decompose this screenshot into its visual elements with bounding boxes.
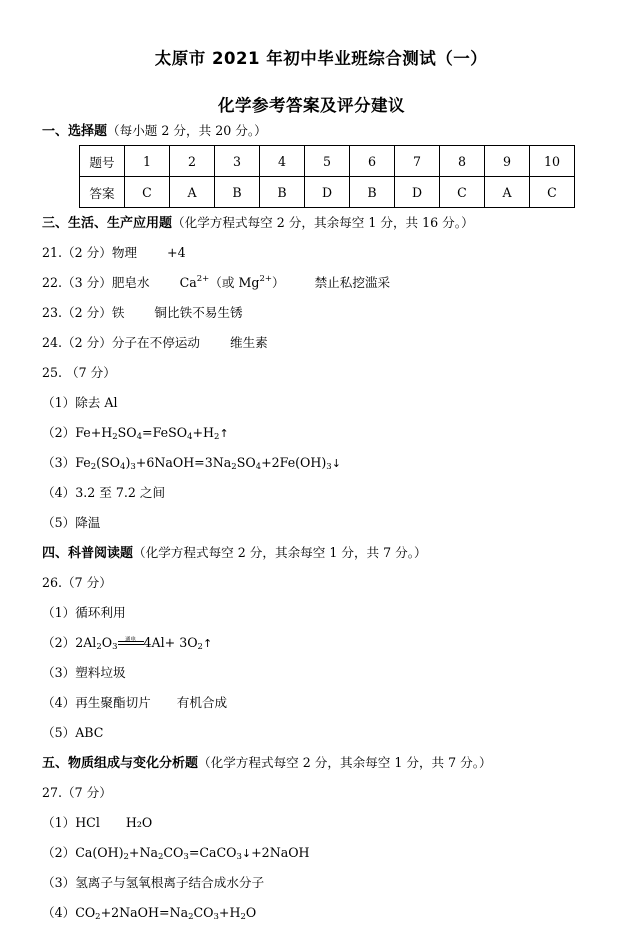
q27-label: 27.（7 分） [42, 785, 112, 800]
up-arrow-icon: ↑ [202, 637, 213, 650]
q27-part1: （1）HCl [42, 815, 100, 830]
q21-answer: +4 [167, 245, 186, 260]
table-cell-label: 答案 [80, 177, 125, 208]
table-cell-answer: D [305, 177, 350, 208]
q27-part4-equation: $(4)CO_2+2NaOH=Na_2CO_3+H_2O$ [42, 905, 257, 922]
q26-part2-prefix: （2） [42, 635, 76, 650]
table-cell-number: 9 [485, 146, 530, 177]
q25-part5: （5）降温 [42, 515, 101, 530]
q26-part1: （1）循环利用 [42, 605, 126, 620]
table-cell-number: 7 [395, 146, 440, 177]
section4-header [42, 545, 427, 562]
answer-line-q24 [42, 335, 268, 351]
section1-heading: 一、选择题 [42, 124, 108, 139]
document-title: 太原市 2021 年初中毕业班综合测试（一） [154, 49, 488, 68]
reaction-condition [118, 636, 144, 648]
up-arrow-icon: ↑ [219, 427, 229, 440]
reaction-condition-text: 通电 [125, 637, 137, 643]
q22-or-close: ） [271, 275, 285, 290]
q23-label: 23.（2 分）铁 [42, 305, 125, 320]
q25-part2-prefix: （2） [42, 425, 76, 440]
table-cell-answer: A [485, 177, 530, 208]
table-cell-label: 题号 [80, 146, 125, 177]
table-cell-answer: B [215, 177, 260, 208]
q22-or-mg: （或 Mg [209, 275, 260, 290]
section1-header [42, 123, 267, 140]
q26-label: 26.（7 分） [42, 575, 112, 590]
table-cell-number: 4 [260, 146, 305, 177]
q27-part2-prefix: （2） [42, 845, 76, 860]
answer-line-q27-part1 [42, 815, 152, 831]
section3-heading: 三、生活、生产应用题 [42, 216, 173, 231]
answer-line-q21 [42, 245, 186, 261]
q27-part4-prefix: （4） [42, 905, 76, 920]
table-cell-number: 6 [350, 146, 395, 177]
answer-line-q26-part4 [42, 695, 227, 711]
q26-part5: （5）ABC [42, 725, 104, 740]
q26-part2-equation: $(2)2Al_2O_3$ 通电 $4Al+ 3O_2↑$ [42, 635, 212, 652]
table-cell-answer: A [170, 177, 215, 208]
q26-part4b: 有机合成 [176, 695, 228, 710]
section5-header [42, 755, 492, 772]
answer-line-q23 [42, 305, 243, 321]
document-subtitle: 化学参考答案及评分建议 [218, 96, 405, 115]
q23-answer: 铜比铁不易生锈 [154, 305, 243, 320]
table-cell-answer: B [260, 177, 305, 208]
q25-part3-equation: $(3)Fe_2(SO_4)_3+6NaOH=3Na_2SO_4+2Fe(OH)_3↓$ [42, 455, 341, 472]
q25-part1: （1）除去 Al [42, 395, 118, 410]
q22-label: 22.（3 分）肥皂水 [42, 275, 150, 290]
section4-heading: 四、科普阅读题 [42, 546, 134, 561]
table-cell-number: 10 [530, 146, 575, 177]
q25-part3-prefix: （3） [42, 455, 76, 470]
table-cell-answer: C [530, 177, 575, 208]
q22-ca-charge: 2+ [196, 274, 210, 284]
table-cell-answer: C [440, 177, 485, 208]
q24-answer: 维生素 [229, 335, 268, 350]
down-arrow-icon: ↓ [241, 847, 252, 860]
q24-label: 24.（2 分）分子在不停运动 [42, 335, 200, 350]
table-cell-number: 1 [125, 146, 170, 177]
answer-table [79, 145, 575, 208]
table-cell-number: 2 [170, 146, 215, 177]
table-cell-answer: C [125, 177, 170, 208]
table-cell-answer: D [395, 177, 440, 208]
section3-header [42, 215, 474, 232]
q26-part3: （3）塑料垃圾 [42, 665, 126, 680]
q22-answer2: 禁止私挖滥采 [314, 275, 391, 290]
q27-part1b: H₂O [125, 815, 153, 830]
section3-note: （化学方程式每空 2 分，其余每空 1 分，共 16 分。） [172, 215, 474, 230]
section4-note: （化学方程式每空 2 分，其余每空 1 分，共 7 分。） [133, 545, 427, 560]
table-cell-answer: B [350, 177, 395, 208]
q25-part4: （4）3.2 至 7.2 之间 [42, 485, 166, 500]
q27-part2-equation: $(2)Ca(OH)_2+Na_2CO_3=CaCO_3↓+2NaOH$ [42, 845, 310, 862]
answer-table-row-answers [80, 177, 575, 208]
q25-part2-equation: $(2)Fe+H_2SO_4=FeSO_4+H_2↑$ [42, 425, 229, 442]
section5-note: （化学方程式每空 2 分，其余每空 1 分，共 7 分。） [198, 755, 492, 770]
section5-heading: 五、物质组成与变化分析题 [42, 756, 199, 771]
table-cell-number: 3 [215, 146, 260, 177]
q25-label: 25. （7 分） [42, 365, 116, 380]
section1-note: （每小题 2 分，共 20 分。） [107, 123, 267, 138]
q21-label: 21.（2 分）物理 [42, 245, 138, 260]
answer-line-q22 [42, 275, 390, 291]
q26-part4: （4）再生聚酯切片 [42, 695, 151, 710]
answer-table-row-numbers [80, 146, 575, 177]
down-arrow-icon: ↓ [331, 457, 341, 470]
table-cell-number: 8 [440, 146, 485, 177]
q22-ca: Ca [179, 275, 197, 290]
q27-part3: （3）氢离子与氢氧根离子结合成水分子 [42, 875, 265, 890]
q22-mg-charge: 2+ [259, 274, 272, 284]
table-cell-number: 5 [305, 146, 350, 177]
